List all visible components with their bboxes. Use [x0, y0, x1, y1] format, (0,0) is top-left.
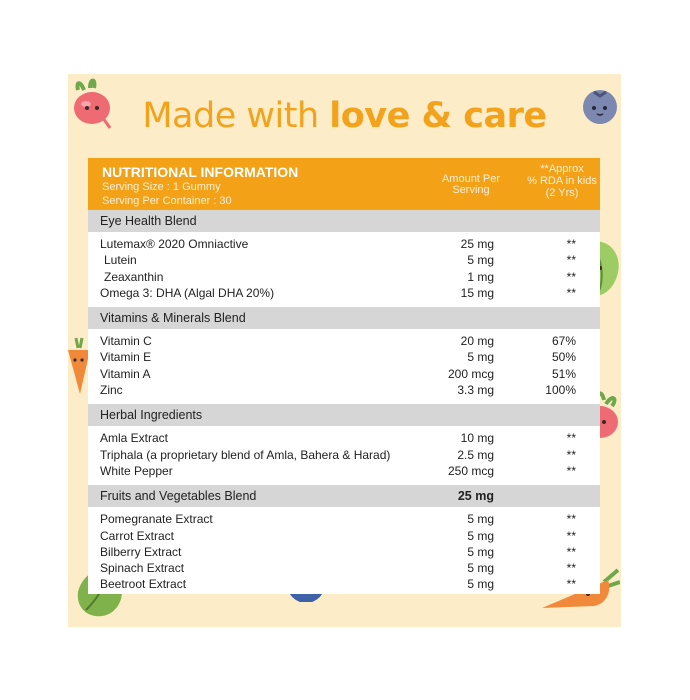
section-rows	[88, 232, 600, 307]
table-row	[88, 576, 600, 592]
ingredient-name: Vitamin C	[100, 334, 152, 349]
section-title: Vitamins & Minerals Blend	[100, 311, 246, 326]
ingredient-name: Zinc	[100, 383, 123, 398]
ingredient-amount: 3.3 mg	[457, 383, 494, 398]
table-row	[88, 269, 600, 285]
ingredient-amount: 2.5 mg	[457, 447, 494, 462]
table-row	[88, 463, 600, 479]
table-row	[88, 560, 600, 576]
ingredient-name: Spinach Extract	[100, 561, 185, 576]
ingredient-rda: **	[566, 447, 576, 462]
ingredient-name: Lutemax® 2020 Omniactive	[100, 237, 249, 251]
table-row	[88, 430, 600, 446]
ingredient-name: Lutein	[104, 253, 137, 268]
section-header	[88, 404, 600, 426]
table-header	[88, 158, 600, 210]
table-title: NUTRITIONAL INFORMATION	[102, 164, 299, 180]
ingredient-amount: 25 mg	[460, 237, 494, 251]
nutrition-card	[68, 74, 621, 627]
ingredient-name: Bilberry Extract	[100, 544, 182, 559]
ingredient-name: Vitamin A	[100, 366, 151, 381]
section-amount: 25 mg	[457, 489, 494, 504]
ingredient-rda: 50%	[551, 350, 576, 365]
ingredient-amount: 250 mcg	[447, 463, 494, 478]
table-row	[88, 252, 600, 268]
nutrition-table	[88, 158, 600, 594]
section-header	[88, 210, 600, 232]
ingredient-amount: 5 mg	[467, 577, 494, 592]
table-row	[88, 511, 600, 527]
table-row	[88, 366, 600, 382]
ingredient-name: Omega 3: DHA (Algal DHA 20%)	[100, 285, 275, 300]
ingredient-amount: 5 mg	[467, 544, 494, 559]
ingredient-amount: 5 mg	[467, 253, 494, 268]
section-title: Eye Health Blend	[100, 214, 197, 228]
ingredient-name: Triphala (a proprietary blend of Amla, Bahera & Harad)	[100, 447, 391, 462]
servings-per-container: Serving Per Container : 30	[102, 195, 232, 207]
ingredient-rda: **	[566, 512, 576, 527]
ingredient-name: Pomegranate Extract	[100, 512, 213, 527]
ingredient-amount: 5 mg	[467, 350, 494, 365]
ingredient-rda: **	[566, 269, 576, 284]
amount-column-header: Amount Per Serving	[441, 173, 501, 196]
ingredient-rda: 67%	[551, 334, 576, 349]
ingredient-amount: 20 mg	[460, 334, 494, 349]
ingredient-name: Beetroot Extract	[100, 577, 187, 592]
ingredient-amount: 5 mg	[467, 561, 494, 576]
ingredient-rda: 51%	[551, 366, 576, 381]
table-body	[88, 210, 600, 594]
rda-column-header: **Approx % RDA in kids (2 Yrs)	[527, 163, 597, 199]
section-title: Fruits and Vegetables Blend	[100, 489, 257, 504]
ingredient-name: Vitamin E	[100, 350, 152, 365]
table-row	[88, 349, 600, 365]
serving-size: Serving Size : 1 Gummy	[102, 181, 221, 193]
ingredient-rda: **	[566, 463, 576, 478]
ingredient-rda: **	[566, 561, 576, 576]
section-rows	[88, 426, 600, 485]
table-row	[88, 236, 600, 252]
ingredient-rda: **	[566, 253, 576, 268]
section-header	[88, 307, 600, 329]
ingredient-rda: **	[566, 431, 576, 446]
ingredient-rda: **	[566, 285, 576, 300]
table-row	[88, 382, 600, 398]
ingredient-name: Carrot Extract	[100, 528, 175, 543]
table-row	[88, 528, 600, 544]
ingredient-rda: **	[566, 577, 576, 592]
ingredient-amount: 5 mg	[467, 528, 494, 543]
section-rows	[88, 329, 600, 404]
table-row	[88, 544, 600, 560]
headline	[68, 96, 621, 136]
ingredient-rda: **	[566, 237, 576, 251]
ingredient-name: White Pepper	[100, 463, 173, 478]
ingredient-amount: 5 mg	[467, 512, 494, 527]
ingredient-rda: **	[566, 544, 576, 559]
headline-light: Made with	[142, 96, 330, 136]
ingredient-rda: **	[566, 528, 576, 543]
table-row	[88, 447, 600, 463]
ingredient-amount: 200 mcg	[447, 366, 494, 381]
ingredient-name: Amla Extract	[100, 431, 169, 446]
section-rows	[88, 507, 600, 594]
ingredient-amount: 10 mg	[460, 431, 494, 446]
headline-bold: love & care	[329, 96, 547, 136]
section-header	[88, 485, 600, 507]
section-title: Herbal Ingredients	[100, 408, 203, 423]
ingredient-amount: 1 mg	[467, 269, 494, 284]
table-row	[88, 333, 600, 349]
ingredient-rda: 100%	[545, 383, 576, 398]
ingredient-amount: 15 mg	[460, 285, 494, 300]
ingredient-name: Zeaxanthin	[104, 269, 164, 284]
table-row	[88, 285, 600, 301]
